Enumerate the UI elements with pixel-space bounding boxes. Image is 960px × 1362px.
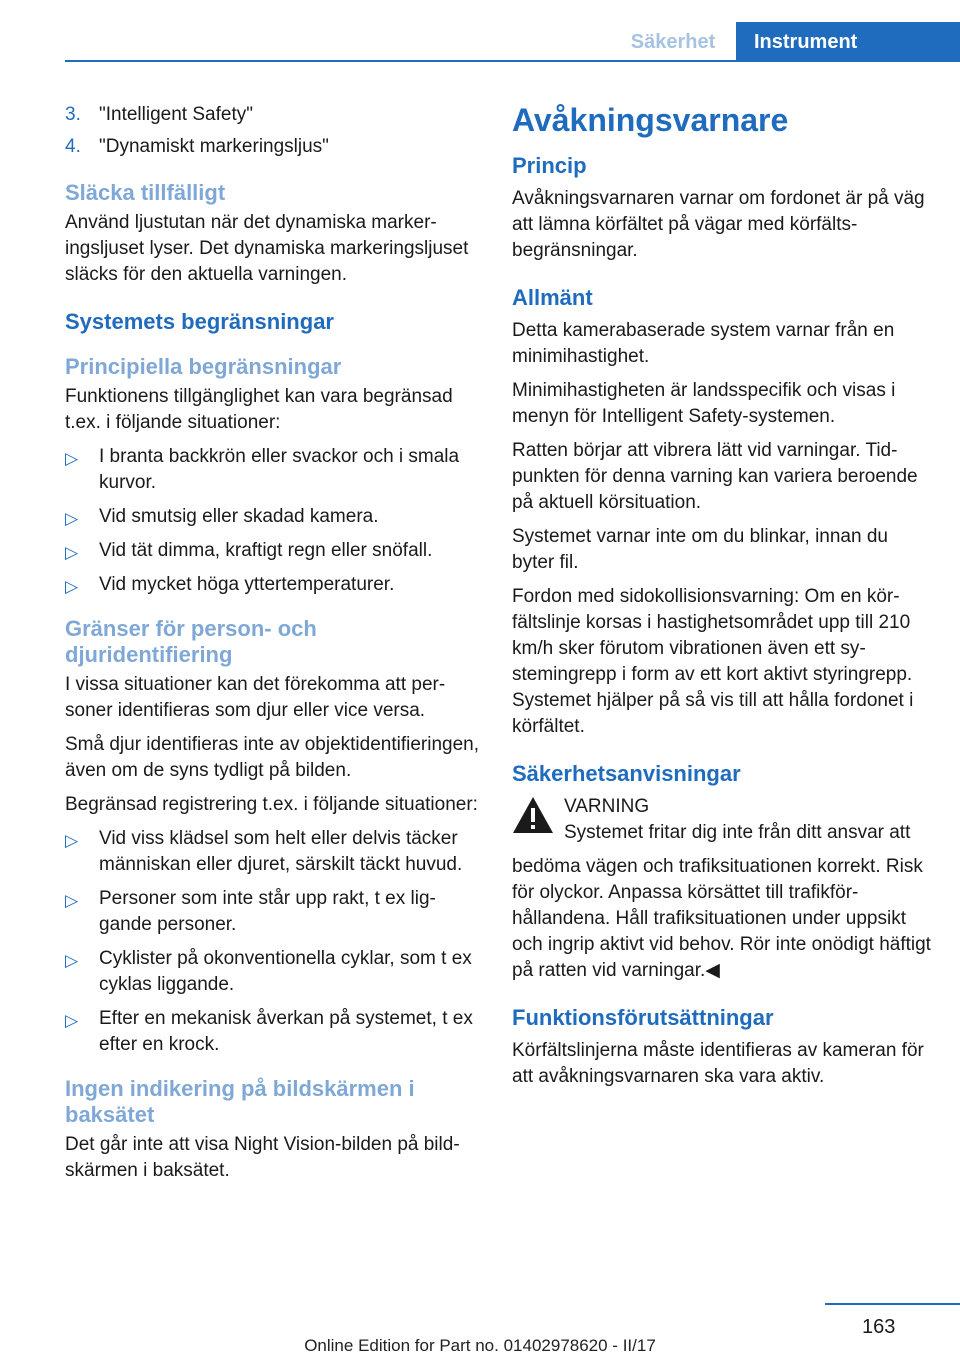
paragraph: Minimihastigheten är landsspecifik och visas i menyn för Intelligent Safety-systemen. — [512, 380, 896, 427]
page-header — [0, 0, 960, 62]
paragraph: Ratten börjar att vibrera lätt vid varningar. Tidpunkten för denna varning kan variera beroende på aktuell körsituation. — [512, 440, 918, 513]
paragraph: Detta kamerabaserade system varnar från en minimihastighet. — [512, 320, 895, 367]
right-column — [512, 102, 932, 1098]
list-item: ▷ Vid smutsig eller skadad kamera. — [65, 504, 480, 530]
item-text: "Dynamiskt markeringsljus" — [99, 136, 329, 157]
triangle-bullet-icon: ▷ — [65, 543, 79, 562]
warning-triangle-icon — [512, 796, 554, 834]
paragraph: Funktionens tillgänglighet kan vara begränsad t.ex. i följande situationer: — [65, 386, 453, 433]
triangle-bullet-icon: ▷ — [65, 449, 79, 468]
section-heading-allmant: Allmänt — [512, 285, 593, 310]
section-heading-sakerhet: Säkerhetsanvisningar — [512, 761, 741, 786]
edition-footer: Online Edition for Part no. 01402978620 - II/17 — [304, 1336, 656, 1355]
paragraph: Körfältslinjerna måste identifieras av kameran för att avåkningsvarnaren ska vara aktiv. — [512, 1040, 924, 1087]
triangle-bullet-icon: ▷ — [65, 577, 79, 596]
bullet-list — [65, 826, 480, 1058]
header-rule — [65, 60, 960, 62]
warning-label: VARNING — [564, 796, 650, 817]
list-item: ▷ I branta backkrön eller svackor och i smala kurvor. — [65, 446, 460, 493]
list-item: ▷ Vid tät dimma, kraftigt regn eller snöfall. — [65, 538, 480, 564]
section-heading-princip: Princip — [512, 153, 587, 178]
warning-text-first-line: Systemet fritar dig inte från ditt ansvar att — [564, 822, 911, 843]
left-column — [65, 102, 480, 1192]
subheading-ingen-indikering: Ingen indikering på bildskärmen i baksätet — [65, 1076, 415, 1127]
warning-text: bedöma vägen och trafiksituationen korrekt. Risk för olyckor. Anpassa körsättet till trafikförhållandena. Håll trafiksituationen under uppsikt och ingrip aktivt vid behov. Rör inte onödigt häftigt på ratten vid varningar.◀ — [512, 856, 931, 981]
numbered-list — [65, 102, 480, 160]
chapter-tab: Instrument — [736, 22, 960, 62]
section-heading-begransningar: Systemets begränsningar — [65, 309, 334, 334]
list-item: ▷ Vid mycket höga yttertemperaturer. — [65, 572, 480, 598]
paragraph: Använd ljustutan när det dynamiska markeringsljuset lyser. Det dynamiska markeringsljuset släcks för den aktuella varningen. — [65, 212, 469, 285]
list-item — [65, 102, 480, 128]
list-item: ▷ Efter en mekanisk åverkan på systemet, t ex efter en krock. — [65, 1008, 473, 1055]
paragraph: Fordon med sidokollisionsvarning: Om en körfältslinje korsas i hastighetsområdet upp till 210 km/h sker förutom vibrationen även ett systemingrepp i form av ett kort aktivt styringrepp. Systemet hjälper på så vis till att hålla fordonet i körfältet. — [512, 586, 914, 737]
triangle-bullet-icon: ▷ — [65, 951, 79, 970]
triangle-bullet-icon: ▷ — [65, 509, 79, 528]
item-number: 4. — [65, 136, 81, 157]
item-number: 3. — [65, 104, 81, 125]
paragraph: Det går inte att visa Night Vision-bilden på bildskärmen i baksätet. — [65, 1134, 460, 1181]
triangle-bullet-icon: ▷ — [65, 891, 79, 910]
list-item — [65, 134, 480, 160]
paragraph: Små djur identifieras inte av objektidentifieringen, även om de syns tydligt på bilden. — [65, 734, 480, 781]
item-text: "Intelligent Safety" — [99, 104, 253, 125]
warning-box — [512, 794, 932, 846]
paragraph: Systemet varnar inte om du blinkar, innan du byter fil. — [512, 526, 888, 573]
section-heading-slacka: Släcka tillfälligt — [65, 180, 226, 205]
paragraph: Avåkningsvarnaren varnar om fordonet är på väg att lämna körfältet på vägar med körfältsbegränsningar. — [512, 188, 925, 261]
bullet-list — [65, 444, 480, 598]
list-item: ▷ Personer som inte står upp rakt, t ex liggande personer. — [65, 888, 436, 935]
paragraph: I vissa situationer kan det förekomma att personer identifieras som djur eller vice versa. — [65, 674, 446, 721]
list-item: ▷ Vid viss klädsel som helt eller delvis täcker människan eller djuret, särskilt täckt huvud. — [65, 828, 463, 875]
subheading-principiella: Principiella begränsningar — [65, 354, 342, 379]
paragraph: Begränsad registrering t.ex. i följande situationer: — [65, 794, 478, 815]
triangle-bullet-icon: ▷ — [65, 1011, 79, 1030]
footer-rule — [825, 1303, 960, 1305]
page-number: 163 — [862, 1316, 896, 1338]
triangle-bullet-icon: ▷ — [65, 831, 79, 850]
section-heading-funktion: Funktionsförutsättningar — [512, 1005, 774, 1030]
chapter-title: Avåkningsvarnare — [512, 102, 789, 138]
list-item: ▷ Cyklister på okonventionella cyklar, som t ex cyklas liggande. — [65, 948, 472, 995]
subheading-granser: Gränser för person- och djuridentifiering — [65, 616, 317, 667]
section-tab: Säkerhet — [630, 30, 716, 53]
